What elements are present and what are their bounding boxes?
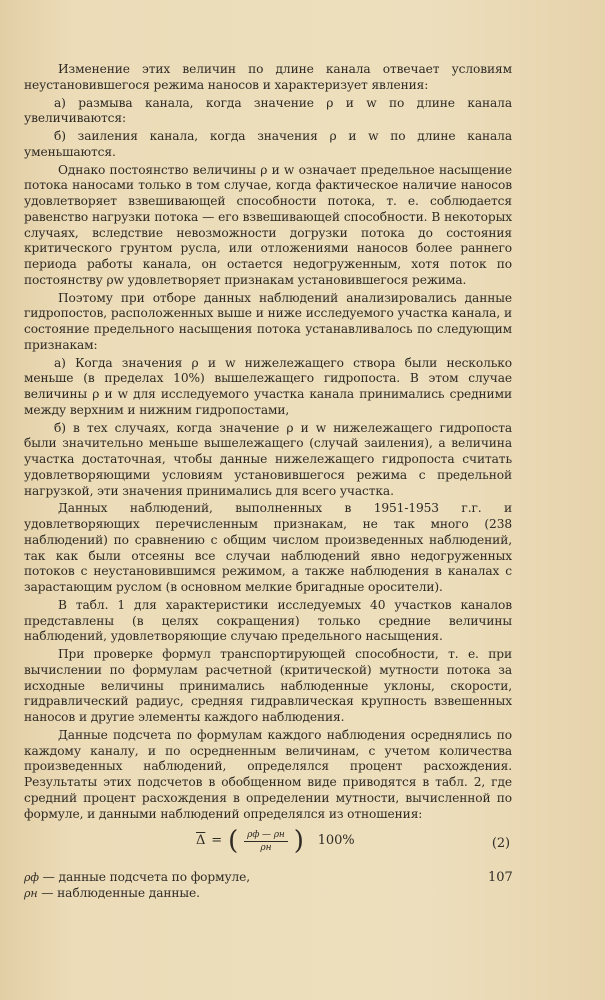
definition-text: — данные подсчета по формуле,	[42, 870, 251, 885]
formula-numerator: ρф — ρн	[244, 829, 288, 842]
paragraph-verification: При проверке формул транспортирующей способности, т. е. при вычислении по формулам расчетной (критической) мутности потока за исходные величины принимались наблюденные уклоны, скорости, гидравлический радиус, средняя гидравлическая крупность взвешенных наносов и другие элементы каждого наблюдения.	[24, 647, 512, 724]
criteria-item-b: б) в тех случаях, когда значение ρ и w нижележащего гидропоста были значительно меньше вышележащего (случай заиления), а величина участка достаточная, чтобы данные нижележащего гидропоста считать удовлетворяющими условиям установившегося режима с предельной нагрузкой, эти значения принимались для всего участка.	[24, 420, 512, 498]
formula-lhs: $\overline{\Delta}$	[196, 833, 206, 849]
formula-equals: =	[211, 833, 223, 849]
definition-symbol: ρф	[24, 871, 39, 885]
equation-number: (2)	[491, 836, 510, 852]
definition-row	[24, 870, 512, 886]
definition-row	[24, 886, 512, 902]
criteria-item-a: а) Когда значения ρ и w нижележащего створа были несколько меньше (в пределах 10%) вышележащего гидропоста. В этом случае величины ρ и w для исследуемого участка канала принимались средними между верхним и нижним гидропостами,	[24, 355, 512, 417]
body-text	[24, 62, 512, 902]
paragraph-saturation: Однако постоянство величины ρ и w означает предельное насыщение потока наносами только в том случае, когда фактическое наличие наносов удовлетворяет взвешивающей способности потока, т. е. соблюдается равенство нагрузки потока — его взвешивающей способности. В некоторых случаях, вследствие невозможности догрузки потока до состояния критического грунтом русла, или отложениями наносов более раннего периода работы канала, он остается недогруженным, хотя поток по постоянству ρw удовлетворяет признакам установившегося режима.	[24, 162, 512, 287]
paragraph-table1: В табл. 1 для характеристики исследуемых 40 участков каналов представлены (в целях сокращения) только средние величины наблюдений, удовлетворяющие случаю предельного насыщения.	[24, 597, 512, 644]
formula-factor: 100%	[317, 833, 355, 849]
paragraph-observations: Данных наблюдений, выполненных в 1951-1953 г.г. и удовлетворяющих перечисленным признакам, не так много (238 наблюдений) по сравнению с общим числом произведенных наблюдений, так как были отсеяны все случаи наблюдений явно недогруженных потоков с неустановившимся режимом, а также наблюдения в каналах с зарастающим руслом (в основном мелкие бригадные оросители).	[24, 501, 512, 594]
formula-fraction	[244, 829, 288, 854]
formula-denominator: ρн	[260, 842, 272, 853]
right-paren: )	[293, 826, 304, 857]
symbol-definitions	[24, 870, 512, 902]
paragraph-intro: Изменение этих величин по длине канала отвечает условиям неустановившегося режима наносов и характеризует явления:	[24, 62, 512, 92]
definition-text: — наблюденные данные.	[41, 886, 200, 900]
equation-2	[24, 826, 512, 866]
left-paren: (	[228, 826, 239, 857]
page-number: 107	[488, 870, 513, 885]
definition-symbol: ρн	[24, 887, 38, 900]
paragraph-results: Данные подсчета по формулам каждого наблюдения осреднялись по каждому каналу, и по осредненным величинам, с учетом количества произведенных наблюдений, определялся процент расхождения. Результаты этих подсчетов в обобщенном виде приводятся в табл. 2, где средний процент расхождения в определении мутности, вычисленной по формуле, и данными наблюдений определялся из отношения:	[24, 727, 512, 821]
list-item-erosion: а) размыва канала, когда значение ρ и w по длине канала увеличиваются:	[24, 95, 512, 126]
list-item-siltation: б) заиления канала, когда значения ρ и w по длине канала уменьшаются.	[24, 129, 512, 159]
paragraph-selection: Поэтому при отборе данных наблюдений анализировались данные гидропостов, расположенных выше и ниже исследуемого участка канала, и состояние предельного насыщения потока устанавливалось по следующим признакам:	[24, 290, 512, 352]
formula-expression	[196, 826, 355, 857]
